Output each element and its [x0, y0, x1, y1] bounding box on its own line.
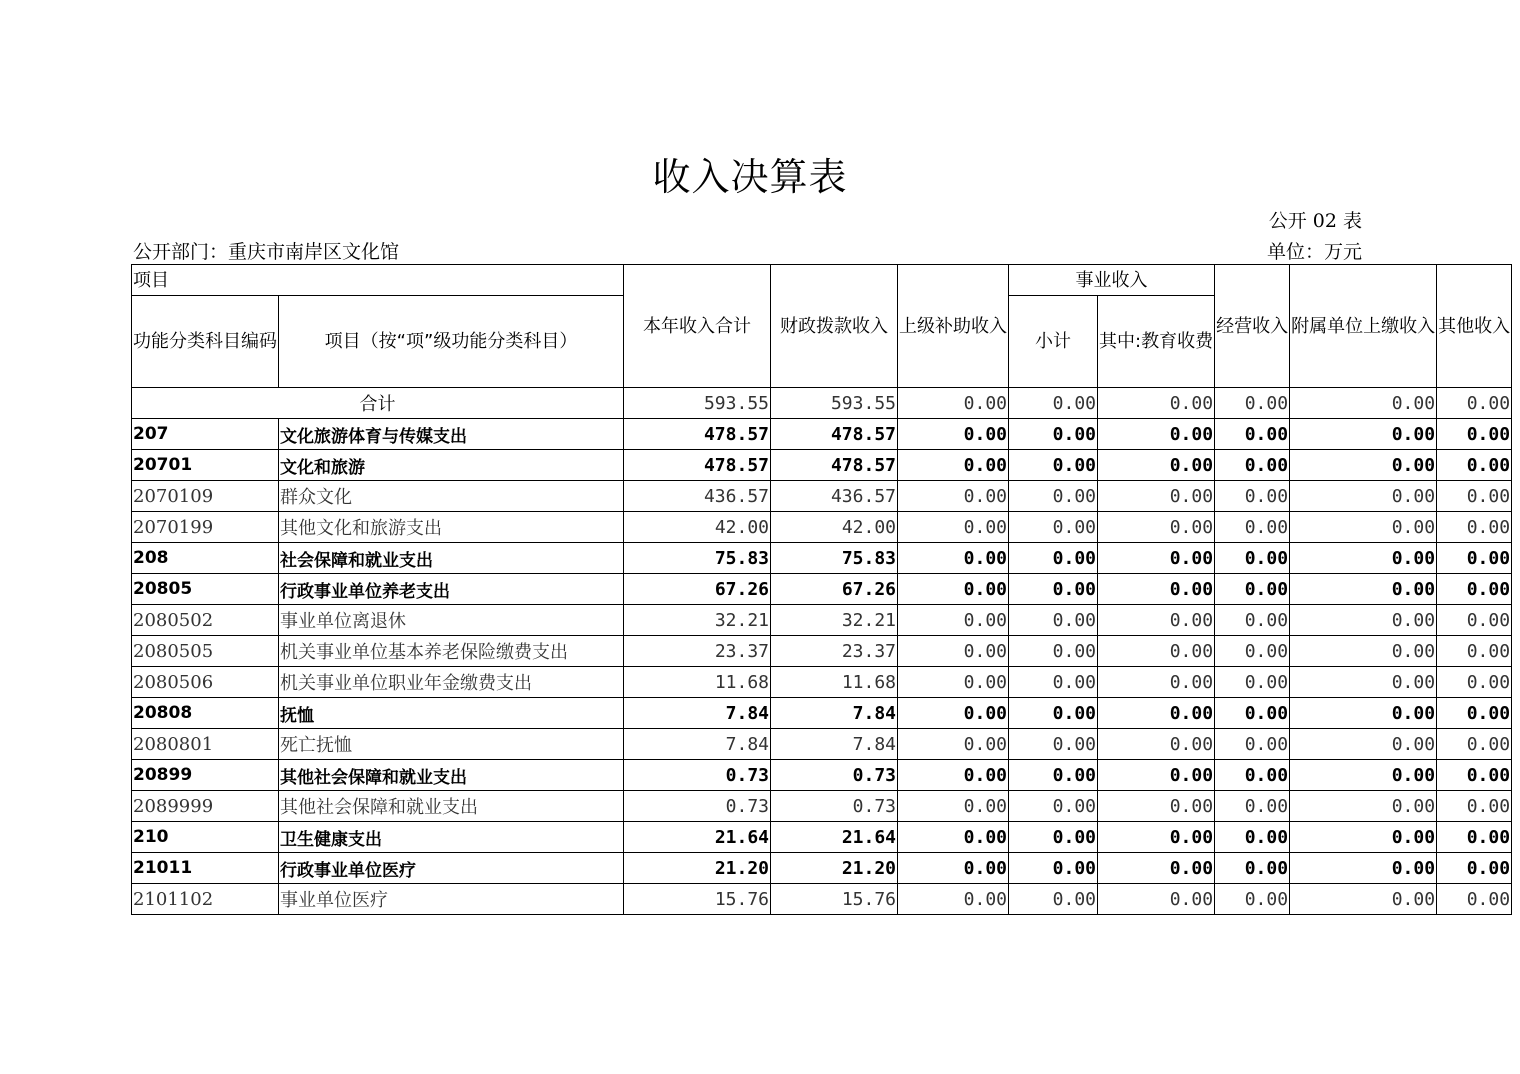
- row-name: 机关事业单位基本养老保险缴费支出: [279, 636, 624, 667]
- row-code: 20701: [132, 450, 279, 481]
- header-business: 事业收入: [1009, 265, 1215, 296]
- header-project: 项目: [132, 265, 624, 296]
- row-name: 其他社会保障和就业支出: [279, 760, 624, 791]
- table-row: [132, 729, 1512, 760]
- header-operating: 经营收入: [1215, 265, 1290, 388]
- table-row: [132, 698, 1512, 729]
- row-name: 死亡抚恤: [279, 729, 624, 760]
- total-value: 593.55: [624, 388, 771, 419]
- row-value: 0.00: [1009, 884, 1098, 915]
- row-value: 0.00: [1009, 760, 1098, 791]
- row-value: 0.00: [1290, 543, 1437, 574]
- row-value: 21.20: [624, 853, 771, 884]
- row-code: 2080801: [132, 729, 279, 760]
- row-code: 207: [132, 419, 279, 450]
- row-value: 0.00: [1009, 636, 1098, 667]
- department-label: 公开部门：重庆市南岸区文化馆: [133, 241, 400, 263]
- row-value: 0.00: [898, 791, 1009, 822]
- row-value: 478.57: [624, 450, 771, 481]
- row-value: 0.00: [1009, 419, 1098, 450]
- row-code: 2070109: [132, 481, 279, 512]
- row-value: 15.76: [624, 884, 771, 915]
- row-value: 0.00: [1215, 698, 1290, 729]
- row-value: 0.00: [1009, 481, 1098, 512]
- row-value: 0.00: [1009, 667, 1098, 698]
- header-code: 功能分类科目编码: [132, 296, 279, 388]
- row-value: 436.57: [771, 481, 898, 512]
- row-value: 11.68: [771, 667, 898, 698]
- row-value: 0.00: [1215, 481, 1290, 512]
- row-value: 7.84: [771, 729, 898, 760]
- row-name: 文化和旅游: [279, 450, 624, 481]
- row-value: 0.00: [1009, 574, 1098, 605]
- table-row: [132, 853, 1512, 884]
- row-code: 208: [132, 543, 279, 574]
- table-row: [132, 822, 1512, 853]
- row-value: 0.00: [1437, 853, 1512, 884]
- row-value: 0.00: [1290, 729, 1437, 760]
- row-value: 0.00: [898, 605, 1009, 636]
- table-row: [132, 450, 1512, 481]
- row-value: 0.00: [1437, 636, 1512, 667]
- row-value: 0.00: [898, 667, 1009, 698]
- row-name: 群众文化: [279, 481, 624, 512]
- row-name: 事业单位离退休: [279, 605, 624, 636]
- row-value: 0.00: [1437, 450, 1512, 481]
- row-value: 0.00: [1437, 512, 1512, 543]
- row-value: 21.20: [771, 853, 898, 884]
- row-value: 42.00: [624, 512, 771, 543]
- header-total: 本年收入合计: [624, 265, 771, 388]
- row-value: 478.57: [771, 419, 898, 450]
- row-value: 0.00: [1290, 884, 1437, 915]
- row-value: 0.73: [624, 760, 771, 791]
- table-row: [132, 574, 1512, 605]
- row-name: 抚恤: [279, 698, 624, 729]
- row-name: 社会保障和就业支出: [279, 543, 624, 574]
- row-value: 0.00: [1215, 729, 1290, 760]
- row-value: 0.00: [1290, 636, 1437, 667]
- row-value: 0.00: [898, 574, 1009, 605]
- row-value: 436.57: [624, 481, 771, 512]
- total-row: [132, 388, 1512, 419]
- row-value: 478.57: [771, 450, 898, 481]
- row-name: 机关事业单位职业年金缴费支出: [279, 667, 624, 698]
- header-other: 其他收入: [1437, 265, 1512, 388]
- row-value: 0.00: [1437, 791, 1512, 822]
- row-value: 478.57: [624, 419, 771, 450]
- row-value: 0.00: [1098, 791, 1215, 822]
- total-value: 0.00: [1098, 388, 1215, 419]
- row-value: 0.00: [1098, 481, 1215, 512]
- row-value: 0.00: [1290, 419, 1437, 450]
- row-code: 2080506: [132, 667, 279, 698]
- row-value: 0.00: [1098, 419, 1215, 450]
- header-fiscal: 财政拨款收入: [771, 265, 898, 388]
- row-value: 0.00: [898, 760, 1009, 791]
- row-value: 0.00: [1437, 481, 1512, 512]
- row-value: 0.00: [1437, 822, 1512, 853]
- table-row: [132, 512, 1512, 543]
- row-value: 0.00: [1009, 698, 1098, 729]
- table-row: [132, 760, 1512, 791]
- total-label: 合计: [132, 388, 624, 419]
- row-code: 2101102: [132, 884, 279, 915]
- row-value: 0.00: [1290, 450, 1437, 481]
- row-code: 2089999: [132, 791, 279, 822]
- table-row: [132, 667, 1512, 698]
- row-value: 0.00: [1098, 543, 1215, 574]
- unit-label: 单位：万元: [1266, 241, 1362, 263]
- row-value: 0.00: [1009, 822, 1098, 853]
- row-value: 75.83: [624, 543, 771, 574]
- table-row: [132, 791, 1512, 822]
- document-number: 公开 02 表: [1268, 210, 1362, 232]
- row-value: 7.84: [624, 698, 771, 729]
- row-value: 0.00: [1098, 667, 1215, 698]
- row-value: 0.00: [1437, 419, 1512, 450]
- row-name: 其他文化和旅游支出: [279, 512, 624, 543]
- row-code: 2080505: [132, 636, 279, 667]
- row-name: 其他社会保障和就业支出: [279, 791, 624, 822]
- row-value: 0.00: [1098, 884, 1215, 915]
- row-value: 0.00: [1290, 574, 1437, 605]
- row-value: 0.00: [898, 450, 1009, 481]
- row-value: 0.00: [1437, 760, 1512, 791]
- header-subtotal: 小计: [1009, 296, 1098, 388]
- row-value: 0.00: [1098, 853, 1215, 884]
- row-value: 23.37: [624, 636, 771, 667]
- row-value: 0.00: [1098, 512, 1215, 543]
- row-name: 文化旅游体育与传媒支出: [279, 419, 624, 450]
- row-name: 卫生健康支出: [279, 822, 624, 853]
- row-value: 0.00: [1437, 667, 1512, 698]
- row-value: 67.26: [624, 574, 771, 605]
- row-value: 0.00: [1098, 698, 1215, 729]
- row-value: 0.00: [898, 636, 1009, 667]
- table-row: [132, 481, 1512, 512]
- row-code: 21011: [132, 853, 279, 884]
- row-value: 0.00: [898, 729, 1009, 760]
- row-value: 0.00: [1290, 512, 1437, 543]
- row-value: 0.00: [1009, 543, 1098, 574]
- row-name: 行政事业单位养老支出: [279, 574, 624, 605]
- row-name: 事业单位医疗: [279, 884, 624, 915]
- row-value: 0.00: [1290, 853, 1437, 884]
- row-value: 42.00: [771, 512, 898, 543]
- row-value: 0.00: [1215, 574, 1290, 605]
- row-value: 0.00: [1290, 605, 1437, 636]
- row-value: 0.00: [1290, 760, 1437, 791]
- row-value: 32.21: [771, 605, 898, 636]
- row-value: 0.00: [1098, 450, 1215, 481]
- row-value: 7.84: [771, 698, 898, 729]
- row-value: 0.00: [1215, 791, 1290, 822]
- table-row: [132, 884, 1512, 915]
- row-code: 20899: [132, 760, 279, 791]
- row-value: 0.00: [1215, 884, 1290, 915]
- table-row: [132, 419, 1512, 450]
- row-value: 0.00: [1215, 636, 1290, 667]
- header-row-1: [132, 265, 1512, 296]
- row-value: 0.00: [1215, 450, 1290, 481]
- row-value: 0.00: [898, 822, 1009, 853]
- row-code: 210: [132, 822, 279, 853]
- row-value: 0.00: [1215, 512, 1290, 543]
- row-value: 15.76: [771, 884, 898, 915]
- row-value: 0.00: [1098, 636, 1215, 667]
- total-value: 0.00: [1290, 388, 1437, 419]
- row-value: 0.00: [1215, 419, 1290, 450]
- row-value: 0.00: [1437, 543, 1512, 574]
- row-code: 2070199: [132, 512, 279, 543]
- row-value: 0.73: [771, 760, 898, 791]
- page-title: 收入决算表: [652, 155, 848, 199]
- row-value: 32.21: [624, 605, 771, 636]
- row-value: 0.00: [1437, 884, 1512, 915]
- row-value: 0.00: [898, 512, 1009, 543]
- row-value: 0.00: [1437, 574, 1512, 605]
- row-value: 7.84: [624, 729, 771, 760]
- header-name: 项目（按“项”级功能分类科目）: [279, 296, 624, 388]
- row-value: 0.00: [1009, 512, 1098, 543]
- row-value: 75.83: [771, 543, 898, 574]
- table-row: [132, 636, 1512, 667]
- row-code: 20808: [132, 698, 279, 729]
- row-value: 0.00: [1437, 729, 1512, 760]
- total-value: 0.00: [898, 388, 1009, 419]
- row-value: 0.00: [898, 419, 1009, 450]
- row-value: 0.00: [1009, 853, 1098, 884]
- row-value: 23.37: [771, 636, 898, 667]
- row-value: 0.00: [1098, 729, 1215, 760]
- row-value: 67.26: [771, 574, 898, 605]
- total-value: 0.00: [1437, 388, 1512, 419]
- table-body: [132, 265, 1512, 915]
- row-value: 0.00: [1290, 481, 1437, 512]
- row-code: 2080502: [132, 605, 279, 636]
- row-value: 0.00: [1215, 822, 1290, 853]
- row-value: 0.00: [898, 698, 1009, 729]
- total-value: 593.55: [771, 388, 898, 419]
- row-value: 0.00: [1098, 822, 1215, 853]
- row-value: 0.00: [1009, 791, 1098, 822]
- row-value: 0.00: [1290, 822, 1437, 853]
- row-value: 0.00: [1437, 605, 1512, 636]
- header-edu: 其中:教育收费: [1098, 296, 1215, 388]
- row-value: 0.00: [1215, 760, 1290, 791]
- row-value: 0.00: [1437, 698, 1512, 729]
- row-value: 11.68: [624, 667, 771, 698]
- header-superior: 上级补助收入: [898, 265, 1009, 388]
- row-value: 0.00: [1098, 574, 1215, 605]
- income-table: [131, 264, 1512, 915]
- row-value: 0.00: [1290, 667, 1437, 698]
- total-value: 0.00: [1215, 388, 1290, 419]
- row-value: 21.64: [624, 822, 771, 853]
- total-value: 0.00: [1009, 388, 1098, 419]
- row-value: 0.73: [771, 791, 898, 822]
- row-value: 0.00: [1009, 605, 1098, 636]
- row-value: 0.00: [898, 481, 1009, 512]
- row-value: 0.00: [1215, 543, 1290, 574]
- row-value: 0.00: [1098, 605, 1215, 636]
- row-value: 0.73: [624, 791, 771, 822]
- row-value: 0.00: [898, 884, 1009, 915]
- row-value: 0.00: [898, 543, 1009, 574]
- row-name: 行政事业单位医疗: [279, 853, 624, 884]
- row-value: 0.00: [1098, 760, 1215, 791]
- row-value: 0.00: [1290, 791, 1437, 822]
- row-value: 21.64: [771, 822, 898, 853]
- row-value: 0.00: [1215, 667, 1290, 698]
- row-value: 0.00: [1290, 698, 1437, 729]
- row-value: 0.00: [1009, 729, 1098, 760]
- row-value: 0.00: [898, 853, 1009, 884]
- table-row: [132, 605, 1512, 636]
- row-value: 0.00: [1215, 605, 1290, 636]
- row-value: 0.00: [1009, 450, 1098, 481]
- row-value: 0.00: [1215, 853, 1290, 884]
- header-affiliated: 附属单位上缴收入: [1290, 265, 1437, 388]
- table-row: [132, 543, 1512, 574]
- row-code: 20805: [132, 574, 279, 605]
